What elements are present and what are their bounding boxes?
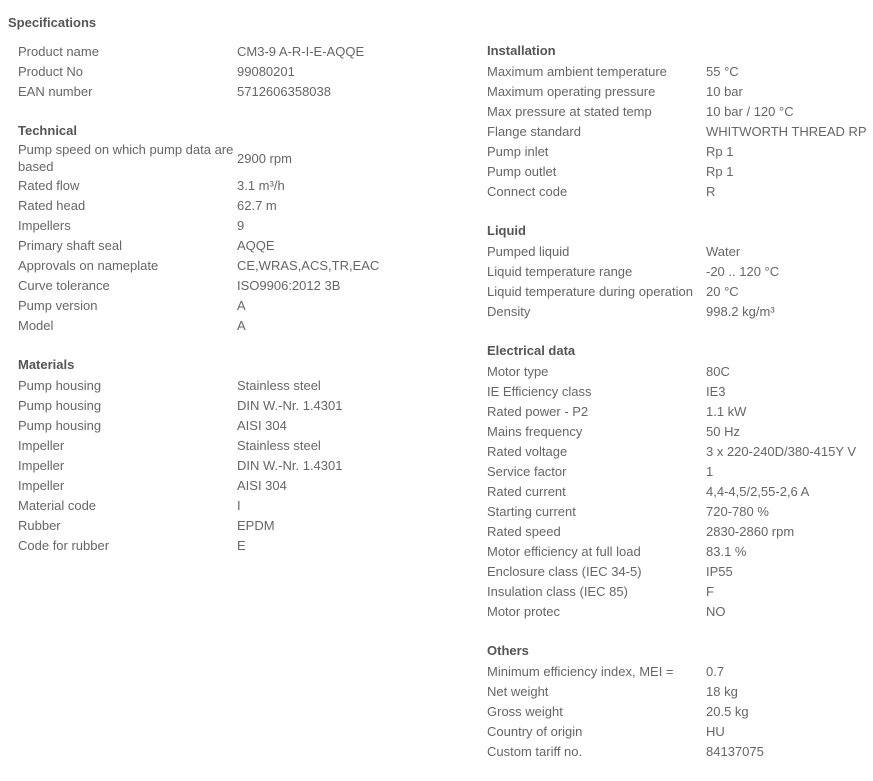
spec-label: Product No	[18, 63, 84, 79]
spec-value: 18 kg	[706, 683, 738, 699]
spec-row	[487, 721, 873, 741]
spec-value: 62.7 m	[237, 197, 277, 213]
spec-row	[487, 301, 873, 321]
spec-row	[487, 481, 873, 501]
spec-value: Rp 1	[706, 143, 734, 159]
spec-row	[487, 61, 873, 81]
spec-row	[487, 381, 873, 401]
spec-label: Country of origin	[487, 723, 583, 739]
spec-label: Pump inlet	[487, 143, 549, 159]
spec-row	[18, 315, 458, 335]
spec-row	[18, 81, 458, 101]
spec-label: Insulation class (IEC 85)	[487, 583, 628, 599]
spec-row	[487, 521, 873, 541]
spec-label: Product name	[18, 43, 99, 59]
spec-row	[487, 701, 873, 721]
spec-row	[487, 101, 873, 121]
spec-row	[18, 275, 458, 295]
spec-label: Liquid temperature during operation	[487, 283, 693, 299]
spec-label: Mains frequency	[487, 423, 583, 439]
spec-row	[487, 441, 873, 461]
spec-row	[487, 501, 873, 521]
spec-row	[18, 255, 458, 275]
spec-label: Impeller	[18, 477, 65, 493]
spec-label: Approvals on nameplate	[18, 257, 159, 273]
spec-label: Impellers	[18, 217, 71, 233]
spec-value: Stainless steel	[237, 377, 321, 393]
spec-label: Liquid temperature range	[487, 263, 633, 279]
spec-label: Maximum operating pressure	[487, 83, 656, 99]
spec-row	[18, 41, 458, 61]
spec-value: 55 °C	[706, 63, 739, 79]
section-installation	[487, 41, 873, 201]
section-title: Materials	[18, 357, 75, 372]
spec-value: F	[706, 583, 714, 599]
spec-label: Motor efficiency at full load	[487, 543, 641, 559]
spec-value: 99080201	[237, 63, 295, 79]
spec-label: Net weight	[487, 683, 549, 699]
spec-value: I	[237, 497, 241, 513]
spec-label: Rated power - P2	[487, 403, 589, 419]
spec-value: DIN W.-Nr. 1.4301	[237, 457, 343, 473]
spec-row	[487, 241, 873, 261]
spec-row	[487, 161, 873, 181]
spec-value: ISO9906:2012 3B	[237, 277, 341, 293]
spec-label: Pump version	[18, 297, 98, 313]
spec-row	[18, 395, 458, 415]
spec-label: Model	[18, 317, 54, 333]
spec-value: 4,4-4,5/2,55-2,6 A	[706, 483, 810, 499]
spec-value: 20 °C	[706, 283, 739, 299]
spec-row	[18, 295, 458, 315]
spec-value: 3 x 220-240D/380-415Y V	[706, 443, 857, 459]
spec-value: AISI 304	[237, 417, 287, 433]
spec-label: Rubber	[18, 517, 61, 533]
spec-row	[487, 421, 873, 441]
spec-label: Pump speed on which pump data are based	[18, 142, 234, 174]
spec-row	[487, 741, 873, 761]
spec-row	[487, 281, 873, 301]
spec-row	[18, 195, 458, 215]
section-title: Others	[487, 643, 529, 658]
spec-label: Maximum ambient temperature	[487, 63, 667, 79]
spec-row	[18, 495, 458, 515]
spec-row	[487, 361, 873, 381]
section-title: Electrical data	[487, 343, 576, 358]
spec-label: Pump outlet	[487, 163, 557, 179]
spec-row	[18, 535, 458, 555]
right-column	[487, 41, 873, 781]
spec-value: -20 .. 120 °C	[706, 263, 780, 279]
spec-row	[487, 461, 873, 481]
spec-value: Rp 1	[706, 163, 734, 179]
section-others	[487, 641, 873, 761]
spec-label: Custom tariff no.	[487, 743, 583, 759]
spec-row	[18, 215, 458, 235]
spec-value: CE,WRAS,ACS,TR,EAC	[237, 257, 380, 273]
spec-label: Flange standard	[487, 123, 581, 139]
spec-row	[487, 661, 873, 681]
spec-value: 2900 rpm	[237, 150, 292, 166]
section-title: Installation	[487, 43, 556, 58]
spec-label: IE Efficiency class	[487, 383, 592, 399]
spec-label: Curve tolerance	[18, 277, 110, 293]
spec-label: Code for rubber	[18, 537, 110, 553]
spec-value: 1	[706, 463, 714, 479]
spec-value: 10 bar / 120 °C	[706, 103, 794, 119]
spec-row	[18, 175, 458, 195]
section-title: Technical	[18, 123, 78, 138]
spec-label: Rated current	[487, 483, 566, 499]
spec-value: IE3	[706, 383, 726, 399]
spec-label: Motor type	[487, 363, 549, 379]
spec-row	[18, 435, 458, 455]
spec-value: 83.1 %	[706, 543, 747, 559]
spec-label: Max pressure at stated temp	[487, 103, 652, 119]
spec-label: Primary shaft seal	[18, 237, 123, 253]
spec-row	[487, 581, 873, 601]
spec-value: E	[237, 537, 246, 553]
spec-row	[487, 81, 873, 101]
spec-row	[18, 455, 458, 475]
section-title: Liquid	[487, 223, 526, 238]
spec-label: Pump housing	[18, 377, 102, 393]
spec-row	[487, 121, 873, 141]
spec-row	[487, 401, 873, 421]
spec-value: WHITWORTH THREAD RP	[706, 123, 867, 139]
spec-value: 1.1 kW	[706, 403, 747, 419]
spec-label: Motor protec	[487, 603, 560, 619]
spec-value: 0.7	[706, 663, 725, 679]
spec-value: 9	[237, 217, 245, 233]
section-electrical-data	[487, 341, 873, 621]
spec-value: 3.1 m³/h	[237, 177, 285, 193]
spec-row	[487, 601, 873, 621]
spec-row	[18, 415, 458, 435]
spec-value: CM3-9 A-R-I-E-AQQE	[237, 43, 365, 59]
spec-row	[18, 515, 458, 535]
spec-label: Impeller	[18, 437, 65, 453]
spec-value: 84137075	[706, 743, 764, 759]
spec-label: Rated head	[18, 197, 86, 213]
spec-label: Material code	[18, 497, 97, 513]
spec-row	[18, 141, 458, 175]
spec-value: A	[237, 317, 246, 333]
spec-label: Connect code	[487, 183, 568, 199]
spec-value: DIN W.-Nr. 1.4301	[237, 397, 343, 413]
spec-label: Starting current	[487, 503, 576, 519]
spec-value: 720-780 %	[706, 503, 769, 519]
section-general	[18, 41, 458, 101]
left-column	[18, 41, 458, 575]
spec-row	[487, 681, 873, 701]
spec-label: Impeller	[18, 457, 65, 473]
spec-value: 20.5 kg	[706, 703, 749, 719]
spec-value: 5712606358038	[237, 83, 331, 99]
spec-row	[18, 375, 458, 395]
spec-value: 80C	[706, 363, 730, 379]
spec-row	[487, 261, 873, 281]
spec-value: 50 Hz	[706, 423, 740, 439]
spec-value: 998.2 kg/m³	[706, 303, 775, 319]
section-materials	[18, 355, 458, 555]
spec-row	[18, 235, 458, 255]
spec-label: Pump housing	[18, 417, 102, 433]
spec-value: HU	[706, 723, 725, 739]
spec-label: Pumped liquid	[487, 243, 570, 259]
spec-value: AISI 304	[237, 477, 287, 493]
spec-value: A	[237, 297, 246, 313]
spec-value: 10 bar	[706, 83, 743, 99]
spec-row	[18, 475, 458, 495]
spec-label: Rated flow	[18, 177, 80, 193]
spec-value: NO	[706, 603, 726, 619]
spec-row	[487, 541, 873, 561]
spec-label: Density	[487, 303, 531, 319]
spec-label: Enclosure class (IEC 34-5)	[487, 563, 642, 579]
spec-value: 2830-2860 rpm	[706, 523, 795, 539]
spec-row	[487, 141, 873, 161]
section-liquid	[487, 221, 873, 321]
spec-value: Water	[706, 243, 741, 259]
spec-row	[18, 61, 458, 81]
spec-label: Rated voltage	[487, 443, 568, 459]
spec-label: Service factor	[487, 463, 567, 479]
spec-value: AQQE	[237, 237, 275, 253]
spec-value: IP55	[706, 563, 733, 579]
spec-label: EAN number	[18, 83, 93, 99]
spec-value: Stainless steel	[237, 437, 321, 453]
spec-label: Minimum efficiency index, MEI =	[487, 663, 674, 679]
spec-row	[487, 181, 873, 201]
page-title: Specifications	[8, 15, 97, 30]
section-technical	[18, 121, 458, 335]
spec-row	[487, 561, 873, 581]
spec-label: Pump housing	[18, 397, 102, 413]
spec-value: R	[706, 183, 716, 199]
spec-label: Gross weight	[487, 703, 563, 719]
spec-label: Rated speed	[487, 523, 561, 539]
spec-value: EPDM	[237, 517, 275, 533]
